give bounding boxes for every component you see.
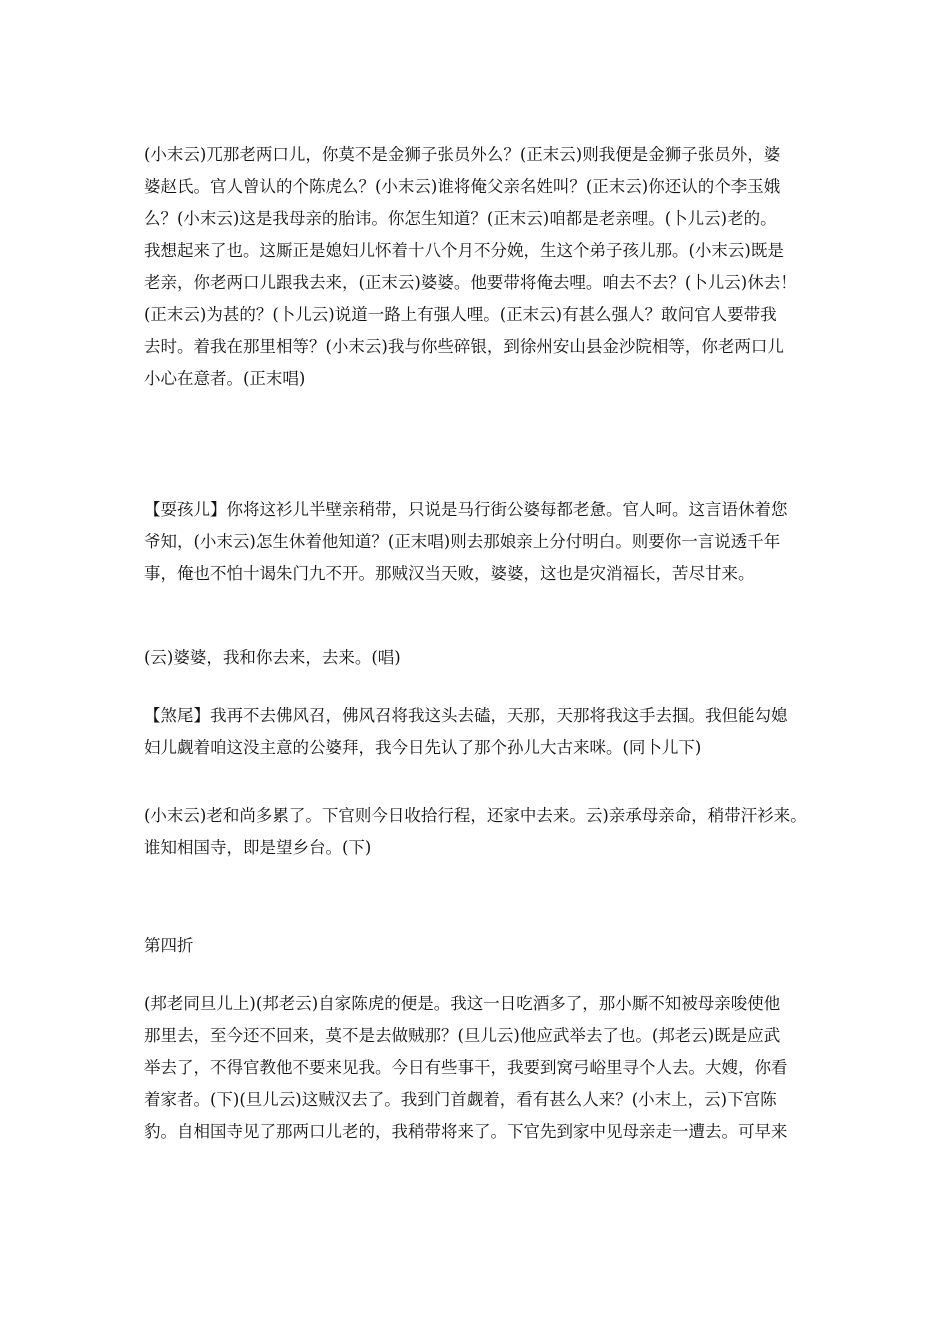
text-line: 老亲，你老两口儿跟我去来，(正末云)婆婆。他要带将俺去哩。咱去不去？(卜儿云)休去！ (144, 273, 797, 292)
text-line: (云)婆婆，我和你去来，去来。(唱) (144, 648, 401, 667)
text-line: 么？(小末云)这是我母亲的胎讳。你怎生知道？(正末云)咱都是老亲哩。(卜儿云)老的。 (144, 209, 777, 228)
section-heading: 第四折 (144, 936, 194, 955)
text-line: 豹。自相国寺见了那两口儿老的，我稍带将来了。下官先到家中见母亲走一遭去。可早来 (144, 1122, 788, 1141)
text-line: 我想起来了也。这厮正是媳妇儿怀着十八个月不分娩，生这个弟子孩儿那。(小末云)既是 (144, 241, 784, 260)
text-line: 妇儿觑着咱这没主意的公婆拜，我今日先认了那个孙儿大古来咪。(同卜儿下) (144, 738, 702, 757)
paragraph-dialogue-1 (144, 139, 814, 395)
text-line: 【耍孩儿】你将这衫儿半壁亲稍带，只说是马行街公婆每都老惫。官人呵。这言语休着您 (144, 500, 788, 519)
text-line: 小心在意者。(正末唱) (144, 369, 306, 388)
paragraph-dialogue-3 (144, 800, 814, 864)
text-line: 谁知相国寺，即是望乡台。(下) (144, 838, 372, 857)
paragraph-song-shuahaier (144, 494, 814, 590)
text-line: (正末云)为甚的？(卜儿云)说道一路上有强人哩。(正末云)有甚么强人？敢问官人要带我 (144, 305, 777, 324)
text-line: 爷知，(小末云)怎生休着他知道？(正末唱)则去那娘亲上分付明白。则要你一言说透千年 (144, 532, 781, 551)
text-line: 事，俺也不怕十谒朱门九不开。那贼汉当天败，婆婆，这也是灾消福长，苦尽甘来。 (144, 564, 755, 583)
text-line: 婆赵氏。官人曾认的个陈虎么？(小末云)谁将俺父亲名姓叫？(正末云)你还认的个李玉娥 (144, 177, 781, 196)
paragraph-dialogue-2 (144, 642, 814, 674)
text-line: (小末云)老和尚多累了。下官则今日收拾行程，还家中去来。云)亲承母亲命，稍带汗衫来。 (144, 806, 807, 825)
text-line: 举去了，不得官教他不要来见我。今日有些事干，我要到窝弓峪里寻个人去。大嫂，你看 (144, 1058, 788, 1077)
text-line: 那里去，至今还不回来，莫不是去做贼那？(旦儿云)他应武举去了也。(邦老云)既是应武 (144, 1026, 781, 1045)
text-line: (邦老同旦儿上)(邦老云)自家陈虎的便是。我这一日吃酒多了，那小厮不知被母亲唆使他 (144, 994, 781, 1013)
text-line: 去时。着我在那里相等？(小末云)我与你些碎银，到徐州安山县金沙院相等，你老两口儿 (144, 337, 784, 356)
text-line: 着家者。(下)(旦儿云)这贼汉去了。我到门首觑着，看有甚么人来？(小末上，云)下宫陈 (144, 1090, 777, 1109)
paragraph-act-four (144, 988, 814, 1148)
text-line: (小末云)兀那老两口儿，你莫不是金狮子张员外么？(正末云)则我便是金狮子张员外，婆 (144, 145, 781, 164)
paragraph-song-shawei (144, 700, 814, 764)
text-line: 【煞尾】我再不去佛风召，佛风召将我这头去磕，天那，天那将我这手去掴。我但能勾媳 (144, 706, 788, 725)
